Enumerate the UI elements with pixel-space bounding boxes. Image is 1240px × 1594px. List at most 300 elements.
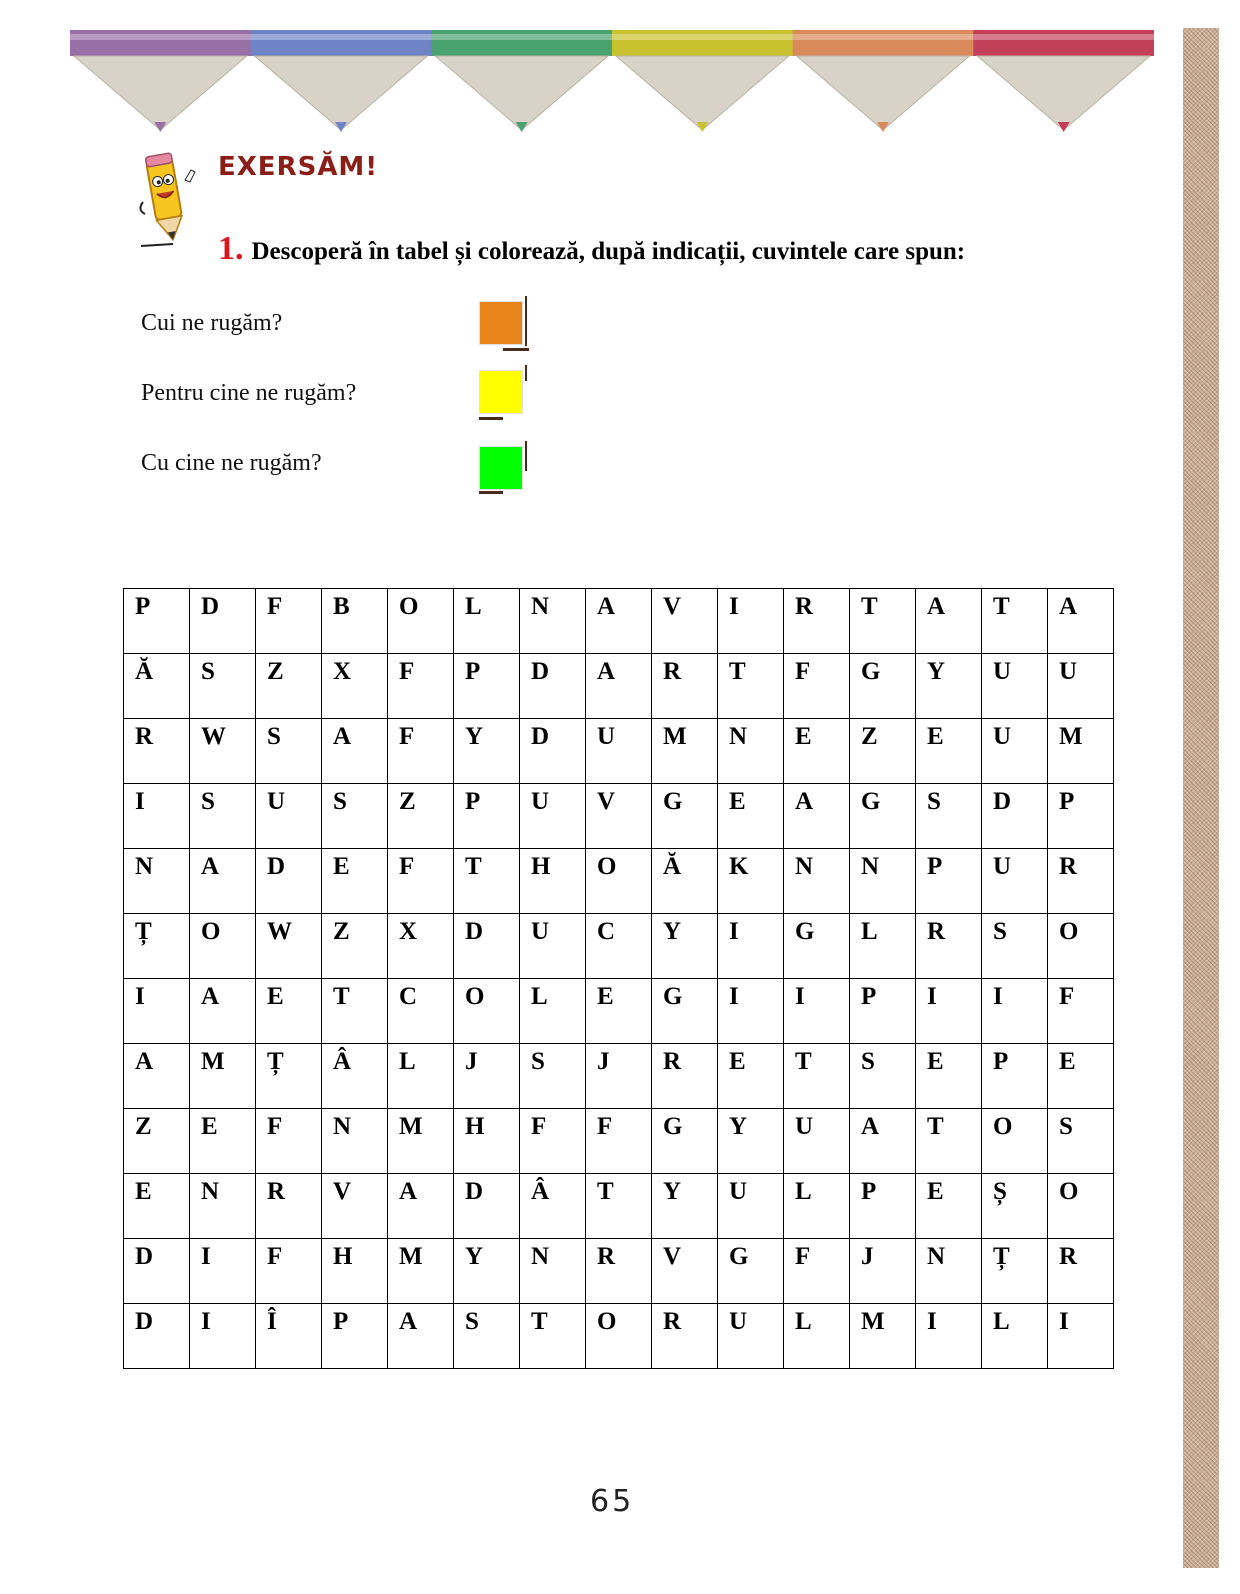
grid-letter: I: [1059, 1308, 1069, 1335]
grid-cell[interactable]: [520, 1304, 586, 1369]
grid-cell[interactable]: [124, 654, 190, 719]
grid-cell[interactable]: [322, 589, 388, 654]
grid-cell[interactable]: [256, 719, 322, 784]
grid-cell[interactable]: [916, 1174, 982, 1239]
grid-letter: I: [201, 1243, 211, 1270]
grid-cell[interactable]: [982, 914, 1048, 979]
grid-letter: S: [201, 788, 215, 815]
grid-cell[interactable]: [982, 589, 1048, 654]
grid-cell[interactable]: [520, 719, 586, 784]
grid-letter: D: [531, 723, 550, 750]
grid-cell[interactable]: [190, 1239, 256, 1304]
grid-cell[interactable]: [256, 1304, 322, 1369]
grid-cell[interactable]: [586, 589, 652, 654]
grid-cell[interactable]: [388, 1304, 454, 1369]
grid-cell[interactable]: [982, 784, 1048, 849]
grid-letter: E: [267, 983, 284, 1010]
grid-letter: I: [135, 788, 145, 815]
grid-letter: T: [465, 853, 482, 880]
grid-cell[interactable]: [916, 1304, 982, 1369]
grid-cell[interactable]: [190, 1044, 256, 1109]
grid-letter: U: [531, 788, 550, 815]
grid-cell[interactable]: [586, 654, 652, 719]
grid-cell[interactable]: [916, 1044, 982, 1109]
grid-cell[interactable]: [1048, 1044, 1114, 1109]
grid-letter: D: [531, 658, 550, 685]
grid-cell[interactable]: [388, 1239, 454, 1304]
grid-cell[interactable]: [916, 784, 982, 849]
grid-cell[interactable]: [586, 1304, 652, 1369]
grid-letter: U: [993, 658, 1012, 685]
grid-cell[interactable]: [850, 719, 916, 784]
grid-cell[interactable]: [124, 589, 190, 654]
grid-cell[interactable]: [718, 979, 784, 1044]
grid-cell[interactable]: [520, 1174, 586, 1239]
grid-cell[interactable]: [784, 1109, 850, 1174]
grid-cell[interactable]: [256, 654, 322, 719]
grid-letter: L: [795, 1178, 812, 1205]
grid-cell[interactable]: [454, 1174, 520, 1239]
grid-letter: S: [927, 788, 941, 815]
grid-cell[interactable]: [1048, 979, 1114, 1044]
grid-cell[interactable]: [916, 979, 982, 1044]
grid-letter: Î: [267, 1308, 277, 1335]
grid-cell[interactable]: [784, 589, 850, 654]
grid-cell[interactable]: [586, 1044, 652, 1109]
grid-cell[interactable]: [916, 1239, 982, 1304]
grid-cell[interactable]: [388, 784, 454, 849]
grid-cell[interactable]: [256, 784, 322, 849]
grid-cell[interactable]: [256, 1109, 322, 1174]
grid-letter: N: [531, 593, 550, 620]
grid-letter: H: [465, 1113, 485, 1140]
grid-letter: R: [663, 1308, 682, 1335]
grid-cell[interactable]: [256, 979, 322, 1044]
legend-question: Pentru cine ne rugăm?: [141, 380, 357, 406]
grid-letter: A: [399, 1178, 418, 1205]
grid-letter: P: [465, 658, 481, 685]
grid-cell[interactable]: [520, 784, 586, 849]
grid-letter: K: [729, 853, 749, 880]
grid-cell[interactable]: [1048, 1109, 1114, 1174]
grid-row: [124, 784, 1114, 849]
grid-letter: Y: [465, 723, 484, 750]
grid-cell[interactable]: [982, 719, 1048, 784]
grid-cell[interactable]: [784, 1044, 850, 1109]
grid-row: [124, 1239, 1114, 1304]
grid-letter: F: [399, 723, 415, 750]
grid-letter: F: [399, 658, 415, 685]
grid-cell[interactable]: [388, 654, 454, 719]
grid-cell[interactable]: [1048, 654, 1114, 719]
grid-cell[interactable]: [982, 1304, 1048, 1369]
grid-letter: A: [333, 723, 352, 750]
grid-letter: H: [333, 1243, 353, 1270]
grid-cell[interactable]: [652, 719, 718, 784]
grid-cell[interactable]: [388, 849, 454, 914]
grid-cell[interactable]: [784, 979, 850, 1044]
grid-cell[interactable]: [322, 849, 388, 914]
grid-cell[interactable]: [454, 979, 520, 1044]
grid-cell[interactable]: [784, 784, 850, 849]
grid-cell[interactable]: [718, 849, 784, 914]
grid-letter: O: [201, 918, 221, 945]
page-number: 65: [590, 1484, 635, 1519]
page-border-strip: [1183, 28, 1219, 1568]
grid-cell[interactable]: [322, 979, 388, 1044]
grid-cell[interactable]: [850, 784, 916, 849]
grid-letter: I: [135, 983, 145, 1010]
grid-letter: N: [135, 853, 154, 880]
grid-cell[interactable]: [256, 849, 322, 914]
grid-cell[interactable]: [850, 1044, 916, 1109]
grid-letter: J: [861, 1243, 874, 1270]
grid-cell[interactable]: [190, 1174, 256, 1239]
grid-letter: F: [267, 1243, 283, 1270]
grid-cell[interactable]: [124, 784, 190, 849]
grid-letter: N: [729, 723, 748, 750]
grid-cell[interactable]: [916, 914, 982, 979]
grid-cell[interactable]: [322, 654, 388, 719]
grid-cell[interactable]: [652, 1044, 718, 1109]
grid-cell[interactable]: [520, 1044, 586, 1109]
grid-letter: M: [201, 1048, 225, 1075]
grid-letter: I: [993, 983, 1003, 1010]
grid-cell[interactable]: [322, 1239, 388, 1304]
grid-cell[interactable]: [718, 1044, 784, 1109]
pencil-icon: [973, 30, 1154, 132]
grid-letter: R: [267, 1178, 286, 1205]
grid-cell[interactable]: [322, 1174, 388, 1239]
grid-cell[interactable]: [586, 849, 652, 914]
grid-cell[interactable]: [982, 979, 1048, 1044]
grid-cell[interactable]: [190, 914, 256, 979]
grid-letter: Z: [399, 788, 416, 815]
grid-letter: Y: [729, 1113, 748, 1140]
grid-letter: O: [597, 853, 617, 880]
grid-letter: S: [1059, 1113, 1073, 1140]
legend-question: Cu cine ne rugăm?: [141, 450, 322, 476]
grid-cell[interactable]: [784, 1239, 850, 1304]
grid-letter: M: [399, 1113, 423, 1140]
grid-cell[interactable]: [256, 1174, 322, 1239]
grid-row: [124, 1109, 1114, 1174]
exercise-number: 1.: [218, 230, 244, 267]
grid-cell[interactable]: [916, 589, 982, 654]
grid-letter: N: [201, 1178, 220, 1205]
grid-cell[interactable]: [454, 1044, 520, 1109]
grid-letter: I: [927, 1308, 937, 1335]
grid-cell[interactable]: [718, 1109, 784, 1174]
grid-cell[interactable]: [520, 979, 586, 1044]
grid-row: [124, 914, 1114, 979]
grid-letter: D: [201, 593, 220, 620]
grid-letter: R: [663, 658, 682, 685]
grid-letter: A: [1059, 593, 1078, 620]
grid-letter: V: [663, 1243, 682, 1270]
grid-cell[interactable]: [124, 979, 190, 1044]
grid-cell[interactable]: [916, 849, 982, 914]
grid-letter: S: [861, 1048, 875, 1075]
grid-cell[interactable]: [256, 1044, 322, 1109]
grid-letter: P: [1059, 788, 1075, 815]
color-swatch-green: [473, 441, 529, 497]
exercise-text: Descoperă în tabel și colorează, după indicații, cuvintele care spun:: [251, 238, 966, 265]
grid-letter: D: [135, 1308, 154, 1335]
grid-cell[interactable]: [586, 784, 652, 849]
grid-letter: T: [795, 1048, 812, 1075]
grid-cell[interactable]: [586, 979, 652, 1044]
grid-letter: Z: [333, 918, 350, 945]
grid-cell[interactable]: [850, 1109, 916, 1174]
grid-cell[interactable]: [718, 784, 784, 849]
grid-cell[interactable]: [916, 654, 982, 719]
grid-cell[interactable]: [190, 849, 256, 914]
grid-letter: S: [531, 1048, 545, 1075]
grid-cell[interactable]: [388, 1109, 454, 1174]
grid-cell[interactable]: [652, 654, 718, 719]
grid-letter: I: [729, 593, 739, 620]
grid-cell[interactable]: [586, 1109, 652, 1174]
grid-cell[interactable]: [718, 654, 784, 719]
grid-cell[interactable]: [652, 849, 718, 914]
grid-cell[interactable]: [586, 1174, 652, 1239]
grid-cell[interactable]: [190, 654, 256, 719]
grid-cell[interactable]: [454, 1304, 520, 1369]
grid-cell[interactable]: [718, 719, 784, 784]
grid-cell[interactable]: [784, 719, 850, 784]
grid-cell[interactable]: [982, 849, 1048, 914]
grid-letter: R: [597, 1243, 616, 1270]
grid-letter: B: [333, 593, 350, 620]
grid-cell[interactable]: [124, 914, 190, 979]
grid-cell[interactable]: [652, 1109, 718, 1174]
grid-letter: P: [135, 593, 151, 620]
grid-cell[interactable]: [388, 914, 454, 979]
grid-cell[interactable]: [454, 719, 520, 784]
grid-letter: T: [993, 593, 1010, 620]
grid-cell[interactable]: [850, 1239, 916, 1304]
pencil-icon: [251, 30, 433, 132]
grid-cell[interactable]: [520, 1239, 586, 1304]
grid-cell[interactable]: [652, 1304, 718, 1369]
grid-letter: E: [795, 723, 812, 750]
grid-cell[interactable]: [652, 914, 718, 979]
grid-cell[interactable]: [586, 1239, 652, 1304]
grid-cell[interactable]: [124, 1109, 190, 1174]
grid-cell[interactable]: [850, 914, 916, 979]
grid-letter: S: [993, 918, 1007, 945]
grid-cell[interactable]: [718, 1174, 784, 1239]
grid-letter: P: [861, 1178, 877, 1205]
grid-letter: G: [729, 1243, 749, 1270]
grid-cell[interactable]: [718, 1239, 784, 1304]
grid-letter: Â: [333, 1048, 352, 1075]
grid-cell[interactable]: [322, 784, 388, 849]
grid-letter: Ț: [135, 918, 152, 945]
grid-letter: D: [465, 1178, 484, 1205]
grid-cell[interactable]: [322, 1109, 388, 1174]
grid-cell[interactable]: [454, 1239, 520, 1304]
grid-letter: Ț: [267, 1048, 284, 1075]
grid-cell[interactable]: [322, 719, 388, 784]
grid-row: [124, 719, 1114, 784]
grid-letter: L: [861, 918, 878, 945]
grid-cell[interactable]: [388, 589, 454, 654]
grid-cell[interactable]: [982, 1109, 1048, 1174]
grid-cell[interactable]: [982, 1174, 1048, 1239]
grid-cell[interactable]: [256, 1239, 322, 1304]
grid-cell[interactable]: [454, 1109, 520, 1174]
grid-letter: F: [597, 1113, 613, 1140]
grid-row: [124, 1174, 1114, 1239]
grid-cell[interactable]: [916, 1109, 982, 1174]
grid-cell[interactable]: [652, 589, 718, 654]
grid-cell[interactable]: [1048, 1304, 1114, 1369]
grid-cell[interactable]: [916, 719, 982, 784]
color-swatch-orange: [473, 296, 529, 352]
grid-cell[interactable]: [982, 1044, 1048, 1109]
grid-cell[interactable]: [124, 1304, 190, 1369]
grid-cell[interactable]: [520, 589, 586, 654]
grid-letter: I: [795, 983, 805, 1010]
pencil-mascot-icon: [133, 150, 203, 250]
grid-letter: A: [795, 788, 814, 815]
grid-cell[interactable]: [586, 914, 652, 979]
grid-cell[interactable]: [190, 1304, 256, 1369]
grid-letter: S: [465, 1308, 479, 1335]
grid-cell[interactable]: [1048, 719, 1114, 784]
grid-letter: G: [795, 918, 815, 945]
grid-cell[interactable]: [124, 1044, 190, 1109]
grid-letter: Ș: [993, 1178, 1007, 1205]
grid-cell[interactable]: [784, 849, 850, 914]
grid-letter: C: [399, 983, 418, 1010]
grid-cell[interactable]: [520, 654, 586, 719]
grid-cell[interactable]: [520, 1109, 586, 1174]
grid-letter: Y: [663, 918, 682, 945]
grid-letter: Y: [927, 658, 946, 685]
grid-cell[interactable]: [652, 784, 718, 849]
grid-cell[interactable]: [388, 1174, 454, 1239]
grid-cell[interactable]: [190, 589, 256, 654]
grid-cell[interactable]: [850, 979, 916, 1044]
grid-letter: F: [1059, 983, 1075, 1010]
pencil-icon: [612, 30, 794, 132]
grid-cell[interactable]: [454, 914, 520, 979]
grid-letter: G: [663, 983, 683, 1010]
grid-cell[interactable]: [982, 1239, 1048, 1304]
grid-letter: E: [1059, 1048, 1076, 1075]
grid-cell[interactable]: [784, 914, 850, 979]
grid-letter: U: [729, 1308, 748, 1335]
grid-row: [124, 589, 1114, 654]
grid-letter: E: [333, 853, 350, 880]
grid-cell[interactable]: [718, 914, 784, 979]
grid-cell[interactable]: [1048, 914, 1114, 979]
grid-letter: O: [1059, 1178, 1079, 1205]
grid-cell[interactable]: [190, 1109, 256, 1174]
grid-letter: F: [795, 658, 811, 685]
grid-cell[interactable]: [586, 719, 652, 784]
grid-cell[interactable]: [784, 1174, 850, 1239]
grid-letter: N: [531, 1243, 550, 1270]
grid-cell[interactable]: [190, 979, 256, 1044]
grid-cell[interactable]: [1048, 589, 1114, 654]
grid-letter: A: [597, 658, 616, 685]
grid-cell[interactable]: [256, 589, 322, 654]
grid-cell[interactable]: [652, 1239, 718, 1304]
grid-cell[interactable]: [454, 784, 520, 849]
grid-cell[interactable]: [850, 654, 916, 719]
grid-cell[interactable]: [1048, 849, 1114, 914]
grid-letter: Z: [861, 723, 878, 750]
grid-cell[interactable]: [124, 719, 190, 784]
grid-cell[interactable]: [784, 1304, 850, 1369]
grid-letter: V: [597, 788, 616, 815]
grid-cell[interactable]: [850, 589, 916, 654]
grid-letter: Â: [531, 1178, 550, 1205]
grid-letter: R: [1059, 1243, 1078, 1270]
grid-cell[interactable]: [322, 1044, 388, 1109]
grid-letter: M: [663, 723, 687, 750]
grid-cell[interactable]: [190, 784, 256, 849]
grid-cell[interactable]: [124, 1174, 190, 1239]
grid-cell[interactable]: [520, 914, 586, 979]
grid-cell[interactable]: [256, 914, 322, 979]
grid-row: [124, 979, 1114, 1044]
grid-cell[interactable]: [454, 654, 520, 719]
grid-cell[interactable]: [850, 1174, 916, 1239]
legend-question: Cui ne rugăm?: [141, 310, 283, 336]
grid-cell[interactable]: [718, 589, 784, 654]
grid-cell[interactable]: [850, 849, 916, 914]
grid-cell[interactable]: [520, 849, 586, 914]
grid-cell[interactable]: [1048, 784, 1114, 849]
grid-cell[interactable]: [652, 1174, 718, 1239]
grid-letter: P: [993, 1048, 1009, 1075]
grid-letter: Z: [135, 1113, 152, 1140]
grid-letter: N: [861, 853, 880, 880]
grid-letter: H: [531, 853, 551, 880]
grid-cell[interactable]: [982, 654, 1048, 719]
grid-cell[interactable]: [322, 1304, 388, 1369]
grid-letter: Y: [465, 1243, 484, 1270]
grid-cell[interactable]: [388, 1044, 454, 1109]
grid-letter: L: [399, 1048, 416, 1075]
grid-cell[interactable]: [190, 719, 256, 784]
grid-cell[interactable]: [850, 1304, 916, 1369]
grid-cell[interactable]: [1048, 1174, 1114, 1239]
grid-cell[interactable]: [388, 719, 454, 784]
grid-letter: U: [729, 1178, 748, 1205]
grid-cell[interactable]: [454, 589, 520, 654]
grid-cell[interactable]: [652, 979, 718, 1044]
pencil-icon: [431, 30, 613, 132]
grid-row: [124, 849, 1114, 914]
grid-cell[interactable]: [454, 849, 520, 914]
grid-cell[interactable]: [124, 1239, 190, 1304]
grid-cell[interactable]: [124, 849, 190, 914]
grid-cell[interactable]: [718, 1304, 784, 1369]
grid-letter: D: [267, 853, 286, 880]
grid-cell[interactable]: [388, 979, 454, 1044]
grid-cell[interactable]: [322, 914, 388, 979]
grid-letter: E: [729, 1048, 746, 1075]
grid-cell[interactable]: [1048, 1239, 1114, 1304]
grid-cell[interactable]: [784, 654, 850, 719]
grid-letter: G: [663, 788, 683, 815]
